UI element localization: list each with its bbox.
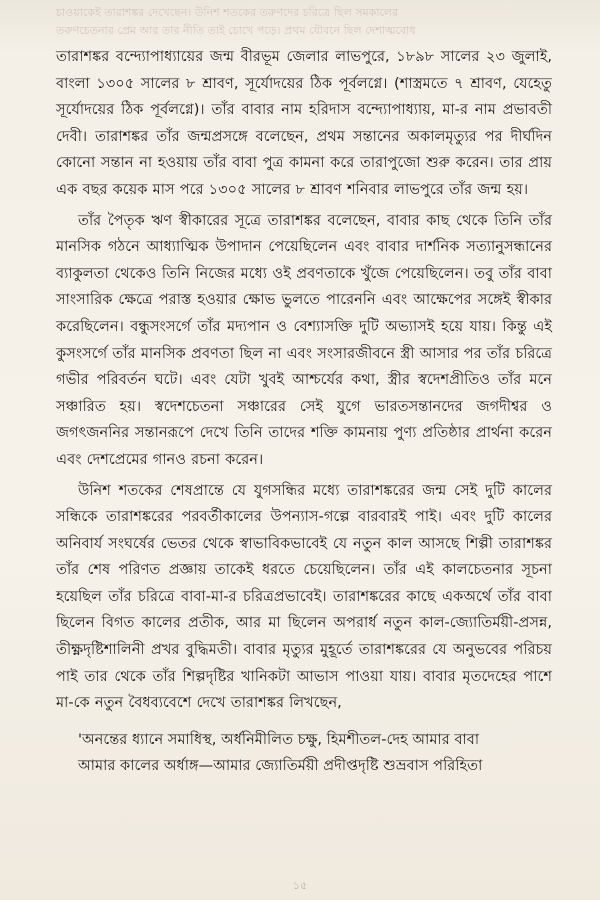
page-number: ১৫ [292,879,308,892]
quote-line-2: আমার কালের অর্ধাঙ্গ—আমার জ্যোতির্ময়ী প্রদীপ্তদৃষ্টি শুভ্রবাস পরিহিতা [78,757,483,775]
block-quote [56,727,552,780]
paragraph-birth: তারাশঙ্কর বন্দ্যোপাধ্যায়ের জন্ম বীরভূম জেলার লাভপুরে, ১৮৯৮ সালের ২৩ জুলাই, বাংলা ১৩০৫ সালের ৮ শ্রাবণ, সূর্যোদয়ের ঠিক পূর্বলগ্নে। (শাস্ত্রমতে ৭ শ্রাবণ, যেহেতু সূর্যোদয়ের ঠিক পূর্বলগ্নে)। তাঁর বাবার নাম হরিদাস বন্দ্যোপাধ্যায়, মা-র নাম প্রভাবতী দেবী। তারাশঙ্কর তাঁর জন্মপ্রসঙ্গে বলেছেন, প্রথম সন্তানের অকালমৃত্যুর পর দীর্ঘদিন কোনো সন্তান না হওয়ায় তাঁর বাবা পুত্র কামনা করে তারাপুজো শুরু করেন। তার প্রায় এক বছর কয়েক মাস পরে ১৩০৫ সালের ৮ শ্রাবণ শনিবার লাভপুরে তাঁর জন্ম হয়। [56,48,552,198]
bleed-through-line-2: তরুণচেতনার প্রেম আর তার নীতি তাই চোখে পড়ে। প্রথম যৌবনে ছিল দেশাত্মবোধ [56,24,416,37]
bleed-through-line-1: চাওয়াকেই তারাশঙ্কর দেখেছেন। উনিশ শতকের তরুণদের চরিত্রে ছিল সমকালের [56,6,399,19]
quote-line-1: 'অনন্তের ধ্যানে সমাধিস্থ, অর্ধনিমীলিত চক্ষু, হিমশীতল-দেহ আমার বাবা [78,730,480,748]
paragraph-father-influence: তাঁর পৈতৃক ঋণ স্বীকারের সূত্রে তারাশঙ্কর বলেছেন, বাবার কাছ থেকে তিনি তাঁর মানসিক গঠনে আধ্যাত্মিক উপাদান পেয়েছিলেন এবং বাবার দার্শনিক সত্যানুসন্ধানের ব্যাকুলতা থেকেও তিনি নিজের মধ্যে ওই প্রবণতাকে খুঁজে পেয়েছিলেন। তবু তাঁর বাবা সাংসারিক ক্ষেত্রে পরাস্ত হওয়ার ক্ষোভ ভুলতে পারেননি এবং আক্ষেপের সঙ্গেই স্বীকার করেছিলেন। বন্ধুসংসর্গে তাঁর মদ্যপান ও বেশ্যাসক্তি দুটি অভ্যাসই হয়ে যায়। কিন্তু এই কুসংসর্গে তাঁর মানসিক প্রবণতা ছিল না এবং সংসারজীবনে স্ত্রী আসার পর তাঁর চরিত্রে গভীর পরিবর্তন ঘটে। এবং যেটা খুবই আশ্চর্যের কথা, স্ত্রীর স্বদেশপ্রীতিও তাঁর মনে সঞ্চারিত হয়। স্বদেশচেতনা সঞ্চারের সেই যুগে ভারতসন্তানদের জগদীশ্বর ও জগৎজননির সন্তানরূপে দেখে তিনি তাদের শক্তি কামনায় পুণ্য প্রতিষ্ঠার প্রার্থনা করেন এবং দেশপ্রেমের গানও রচনা করেন। [56,211,552,468]
paragraph-era-transition: উনিশ শতকের শেষপ্রান্তে যে যুগসন্ধির মধ্যে তারাশঙ্করের জন্ম সেই দুটি কালের সন্ধিকে তারাশঙ্করের পরবর্তীকালের উপন্যাস-গল্পে বারবারই পাই। এবং দুটি কালের অনিবার্য সংঘর্ষের ভেতর থেকে স্বাভাবিকভাবেই যে নতুন কাল আসছে শিল্পী তারাশঙ্কর তাঁর শেষ পরিণত প্রজ্ঞায় তাকেই ধরতে চেয়েছিলেন। তাঁর এই কালচেতনার সূচনা হয়েছিল তাঁর চরিত্রে বাবা-মা-র চরিত্রপ্রভাবেই। তারাশঙ্করের কাছে একঅর্থে তাঁর বাবা ছিলেন বিগত কালের প্রতীক, আর মা ছিলেন অপরার্ধ নতুন কাল-জ্যোতির্ময়ী-প্রসন্ন, তীক্ষ্ণদৃষ্টিশালিনী প্রখর বুদ্ধিমতী। বাবার মৃত্যুর মুহূর্তে তারাশঙ্করের যে অনুভবের পরিচয় পাই তার থেকে তাঁর শিল্পদৃষ্টির খানিকটা আভাস পাওয়া যায়। বাবার মৃতদেহের পাশে মা-কে নতুন বৈধব্যবেশে দেখে তারাশঙ্কর লিখছেন, [56,481,552,712]
bleed-through-text [56,4,570,40]
